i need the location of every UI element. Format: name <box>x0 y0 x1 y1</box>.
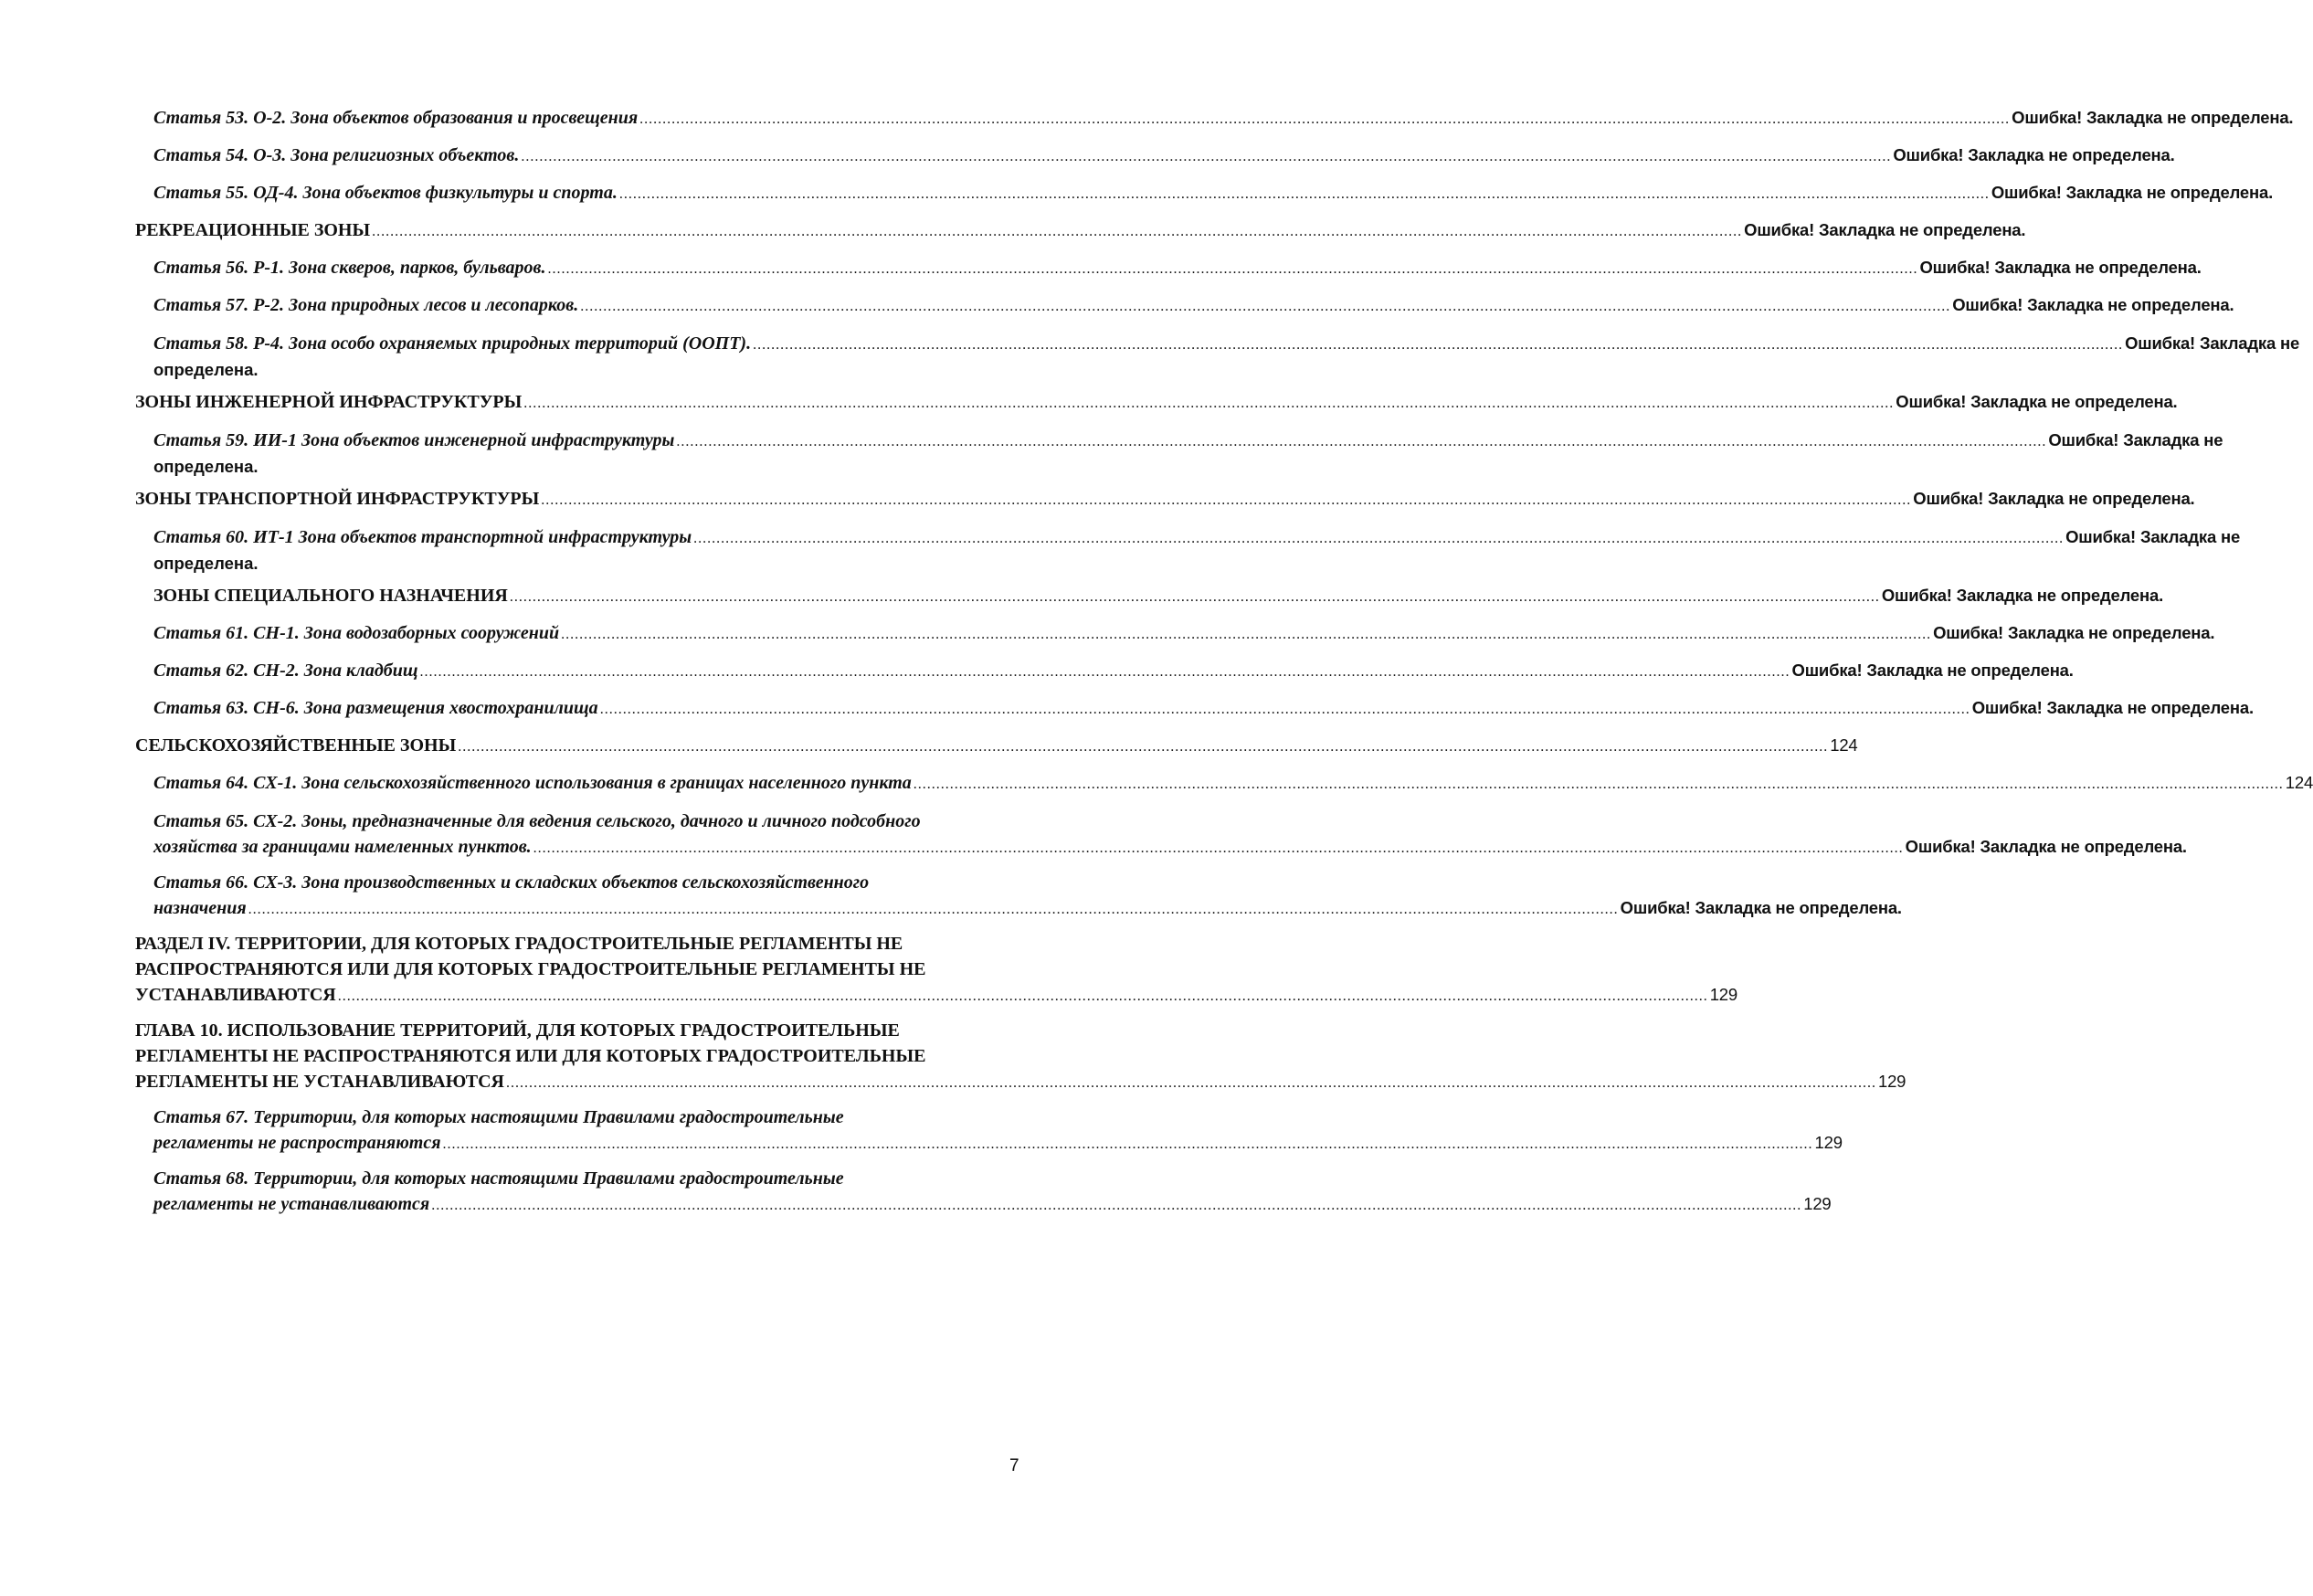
toc-entry-title[interactable]: ЗОНЫ СПЕЦИАЛЬНОГО НАЗНАЧЕНИЯ <box>153 586 508 606</box>
toc-entry-title-line: Статья 68. Территории, для которых настоящими Правилами градостроительные <box>153 1168 844 1189</box>
toc-entry-title[interactable]: Статья 54. О-3. Зона религиозных объектов. <box>153 145 520 165</box>
dot-leader: ............................................................................................................................................................................................................................................................................................................ <box>547 261 1918 277</box>
dot-leader: ............................................................................................................................................................................................................................................................................................................ <box>541 492 1912 508</box>
toc-entry-title[interactable]: РЕГЛАМЕНТЫ НЕ УСТАНАВЛИВАЮТСЯ <box>135 1072 504 1092</box>
toc-entry-title-line: РАСПРОСТРАНЯЮТСЯ ИЛИ ДЛЯ КОТОРЫХ ГРАДОСТРОИТЕЛЬНЫЕ РЕГЛАМЕНТЫ НЕ <box>135 959 926 979</box>
toc-entry-title[interactable]: Статья 57. Р-2. Зона природных лесов и лесопарков. <box>153 295 579 315</box>
dot-leader: ............................................................................................................................................................................................................................................................................................................ <box>618 186 1990 202</box>
toc-entry-page[interactable]: Ошибка! Закладка не определена. <box>1991 183 2274 202</box>
toc-entry-line <box>153 293 2234 319</box>
dot-leader: ............................................................................................................................................................................................................................................................................................................ <box>521 149 1892 164</box>
dot-leader: ............................................................................................................................................................................................................................................................................................................ <box>419 664 1790 680</box>
dot-leader: ............................................................................................................................................................................................................................................................................................................ <box>693 531 2065 546</box>
dot-leader: ............................................................................................................................................................................................................................................................................................................ <box>580 299 1951 314</box>
toc-entry-line <box>153 584 2164 609</box>
toc-entry-page[interactable]: Ошибка! Закладка не определена. <box>1881 586 2164 605</box>
toc-entry-page[interactable]: 124 <box>2285 773 2313 792</box>
dot-leader: ............................................................................................................................................................................................................................................................................................................ <box>248 902 1619 917</box>
dot-leader: ............................................................................................................................................................................................................................................................................................................ <box>442 1136 1813 1152</box>
table-of-contents <box>135 106 2313 1227</box>
toc-entry[interactable] <box>135 218 2026 244</box>
toc-entry-page[interactable]: 129 <box>1803 1194 1832 1213</box>
toc-entry-title[interactable]: Статья 59. ИИ-1 Зона объектов инженерной инфраструктуры <box>153 430 675 450</box>
toc-entry-title-line: Статья 66. СХ-3. Зона производственных и складских объектов сельскохозяйственного <box>153 872 870 893</box>
dot-leader: ............................................................................................................................................................................................................................................................................................................ <box>509 589 1880 605</box>
toc-entry-page[interactable]: Ошибка! Закладка не определена. <box>1952 295 2234 314</box>
toc-entry-page[interactable]: Ошибка! Закладка не <box>2125 333 2300 353</box>
toc-entry[interactable] <box>153 143 2175 169</box>
toc-entry-title[interactable]: ЗОНЫ ИНЖЕНЕРНОЙ ИНФРАСТРУКТУРЫ <box>135 392 523 412</box>
toc-entry-page[interactable]: Ошибка! Закладка не определена. <box>1896 392 2178 411</box>
toc-entry-page[interactable]: Ошибка! Закладка не определена. <box>1744 220 2026 239</box>
toc-entry-line <box>153 428 2223 455</box>
toc-entry-line <box>153 181 2274 206</box>
toc-entry-title[interactable]: Статья 61. СН-1. Зона водозаборных сооружений <box>153 623 560 643</box>
toc-entry[interactable] <box>153 870 1902 923</box>
toc-entry[interactable] <box>153 524 2241 576</box>
toc-entry[interactable] <box>135 1018 1906 1096</box>
toc-entry-line <box>153 895 1902 923</box>
toc-entry-title[interactable]: УСТАНАВЛИВАЮТСЯ <box>135 985 336 1005</box>
toc-entry-page[interactable]: 124 <box>1830 735 1858 755</box>
toc-entry-line <box>153 256 2202 281</box>
toc-entry-title[interactable]: ЗОНЫ ТРАНСПОРТНОЙ ИНФРАСТРУКТУРЫ <box>135 489 540 509</box>
toc-entry-title[interactable]: Статья 56. Р-1. Зона скверов, парков, бульваров. <box>153 258 546 278</box>
toc-entry-page-continued: определена. <box>153 554 259 573</box>
toc-entry-page[interactable]: Ошибка! Закладка не определена. <box>1933 623 2215 642</box>
toc-entry-line <box>135 1069 1906 1096</box>
toc-entry-title[interactable]: СЕЛЬСКОХОЗЯЙСТВЕННЫЕ ЗОНЫ <box>135 735 457 756</box>
dot-leader: ............................................................................................................................................................................................................................................................................................................ <box>753 337 2124 353</box>
toc-entry[interactable] <box>153 293 2234 319</box>
toc-entry-page[interactable]: Ошибка! Закладка не определена. <box>2012 108 2294 127</box>
toc-entry-title-line: Статья 65. СХ-2. Зоны, предназначенные для ведения сельского, дачного и личного подсобного <box>153 811 921 831</box>
toc-entry-title[interactable]: Статья 62. СН-2. Зона кладбищ <box>153 661 418 681</box>
toc-entry-page[interactable]: Ошибка! Закладка не определена. <box>1620 898 1902 917</box>
dot-leader: ............................................................................................................................................................................................................................................................................................................ <box>676 434 2047 449</box>
toc-entry[interactable] <box>153 256 2202 281</box>
toc-entry-title[interactable]: регламенты не устанавливаются <box>153 1194 430 1214</box>
dot-leader: ............................................................................................................................................................................................................................................................................................................ <box>431 1198 1802 1213</box>
toc-entry-line <box>135 218 2026 244</box>
toc-entry-page[interactable]: Ошибка! Закладка не определена. <box>1971 698 2254 717</box>
toc-entry-line <box>153 659 2074 684</box>
toc-entry-page[interactable]: Ошибка! Закладка не определена. <box>1791 661 2074 680</box>
toc-entry-line <box>153 331 2300 358</box>
toc-entry-line <box>153 106 2294 132</box>
toc-entry-line <box>153 143 2175 169</box>
toc-entry-line <box>153 696 2254 722</box>
toc-entry[interactable] <box>153 621 2215 647</box>
dot-leader: ............................................................................................................................................................................................................................................................................................................ <box>505 1075 1876 1091</box>
toc-entry[interactable] <box>153 181 2274 206</box>
toc-entry-page[interactable]: Ошибка! Закладка не <box>2065 527 2241 546</box>
dot-leader: ............................................................................................................................................................................................................................................................................................................ <box>561 627 1932 642</box>
toc-entry-title[interactable]: Статья 60. ИТ-1 Зона объектов транспортной инфраструктуры <box>153 527 692 547</box>
toc-entry-page[interactable]: 129 <box>1814 1133 1843 1152</box>
toc-entry[interactable] <box>153 584 2164 609</box>
dot-leader: ............................................................................................................................................................................................................................................................................................................ <box>913 777 2284 792</box>
toc-entry-title-line: РЕГЛАМЕНТЫ НЕ РАСПРОСТРАНЯЮТСЯ ИЛИ ДЛЯ КОТОРЫХ ГРАДОСТРОИТЕЛЬНЫЕ <box>135 1046 926 1066</box>
toc-entry-title[interactable]: Статья 63. СН-6. Зона размещения хвостохранилища <box>153 698 598 718</box>
toc-entry-page[interactable]: Ошибка! Закладка не определена. <box>1913 489 2195 508</box>
toc-entry-line <box>153 1130 1843 1157</box>
toc-entry-title[interactable]: Статья 55. ОД-4. Зона объектов физкультуры и спорта. <box>153 183 618 203</box>
toc-entry-line <box>135 982 1737 1009</box>
dot-leader: ............................................................................................................................................................................................................................................................................................................ <box>372 224 1743 239</box>
dot-leader: ............................................................................................................................................................................................................................................................................................................ <box>523 396 1895 411</box>
toc-entry[interactable] <box>153 771 2313 797</box>
toc-entry-page[interactable]: 129 <box>1877 1072 1906 1091</box>
dot-leader: ............................................................................................................................................................................................................................................................................................................ <box>599 702 1970 717</box>
toc-entry-title-line: РАЗДЕЛ IV. ТЕРРИТОРИИ, ДЛЯ КОТОРЫХ ГРАДОСТРОИТЕЛЬНЫЕ РЕГЛАМЕНТЫ НЕ <box>135 934 903 954</box>
toc-entry-line <box>135 734 1858 759</box>
page-number: 7 <box>1009 1456 1019 1475</box>
toc-entry-page[interactable]: Ошибка! Закладка не определена. <box>1905 837 2187 856</box>
toc-entry-line <box>153 834 2187 861</box>
toc-entry-line <box>135 487 2195 513</box>
toc-entry-title[interactable]: регламенты не распространяются <box>153 1133 441 1153</box>
toc-entry-title[interactable]: РЕКРЕАЦИОННЫЕ ЗОНЫ <box>135 220 371 240</box>
toc-entry[interactable] <box>153 1166 1832 1219</box>
dot-leader: ............................................................................................................................................................................................................................................................................................................ <box>458 739 1829 755</box>
toc-entry-line <box>153 1191 1832 1219</box>
dot-leader: ............................................................................................................................................................................................................................................................................................................ <box>337 988 1708 1004</box>
toc-entry[interactable] <box>153 659 2074 684</box>
toc-entry[interactable] <box>153 428 2223 479</box>
toc-entry-title[interactable]: Статья 64. СХ-1. Зона сельскохозяйственного использования в границах населенного пункта <box>153 773 912 793</box>
toc-entry[interactable] <box>153 106 2294 132</box>
toc-entry-line <box>153 524 2241 552</box>
toc-entry-page[interactable]: Ошибка! Закладка не <box>2048 430 2223 449</box>
dot-leader: ............................................................................................................................................................................................................................................................................................................ <box>533 840 1904 856</box>
toc-entry-line <box>153 621 2215 647</box>
toc-entry[interactable] <box>135 487 2195 513</box>
toc-entry[interactable] <box>153 331 2300 382</box>
toc-entry-page[interactable]: Ошибка! Закладка не определена. <box>1893 145 2175 164</box>
toc-entry[interactable] <box>153 1105 1843 1157</box>
toc-entry-line <box>153 771 2313 797</box>
toc-entry-page-continued: определена. <box>153 457 259 476</box>
toc-entry[interactable] <box>135 390 2178 416</box>
toc-entry-page[interactable]: 129 <box>1709 985 1737 1004</box>
toc-entry-page-continued: определена. <box>153 360 259 379</box>
toc-entry-title[interactable]: хозяйства за границами намеленных пунктов. <box>153 837 532 857</box>
toc-entry[interactable] <box>153 809 2187 861</box>
toc-entry-title-line: ГЛАВА 10. ИСПОЛЬЗОВАНИЕ ТЕРРИТОРИЙ, ДЛЯ КОТОРЫХ ГРАДОСТРОИТЕЛЬНЫЕ <box>135 1020 900 1041</box>
toc-entry[interactable] <box>153 696 2254 722</box>
toc-entry[interactable] <box>135 734 1858 759</box>
dot-leader: ............................................................................................................................................................................................................................................................................................................ <box>639 111 2011 127</box>
toc-entry-title[interactable]: Статья 58. Р-4. Зона особо охраняемых природных территорий (ООПТ). <box>153 333 752 354</box>
toc-entry-title-line: Статья 67. Территории, для которых настоящими Правилами градостроительные <box>153 1107 844 1127</box>
toc-entry[interactable] <box>135 931 1737 1009</box>
toc-entry-page[interactable]: Ошибка! Закладка не определена. <box>1919 258 2202 277</box>
toc-entry-title[interactable]: назначения <box>153 898 247 918</box>
toc-entry-line <box>135 390 2178 416</box>
toc-entry-title[interactable]: Статья 53. О-2. Зона объектов образования и просвещения <box>153 108 639 128</box>
